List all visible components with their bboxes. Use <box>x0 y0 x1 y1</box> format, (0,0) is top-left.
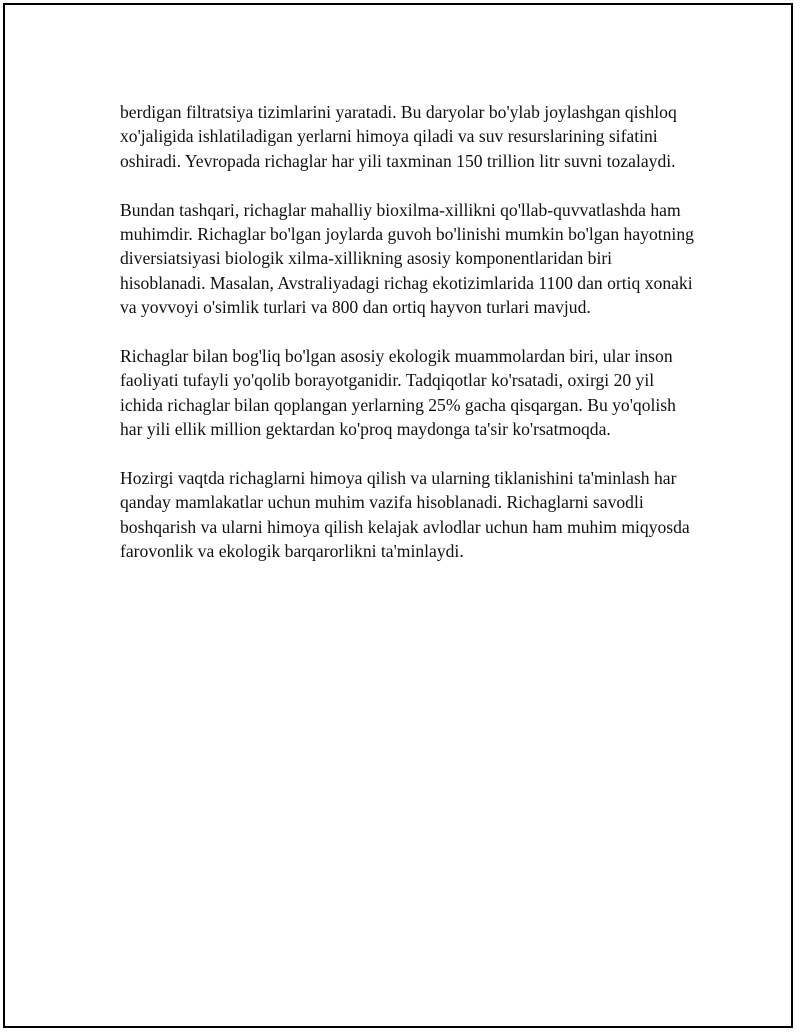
paragraph-1: berdigan filtratsiya tizimlarini yaratadi. Bu daryolar bo'ylab joylashgan qishloq xo'jaligida ishlatiladigan yerlarni himoya qiladi va suv resurslarining sifatini oshiradi. Yevropada richaglar har yili taxminan 150 trillion litr suvni tozalaydi. <box>120 102 677 171</box>
document-body <box>120 100 700 588</box>
paragraph-2: Bundan tashqari, richaglar mahalliy bioxilma-xillikni qo'llab-quvvatlashda ham muhimdir. Richaglar bo'lgan joylarda guvoh bo'linishi mumkin bo'lgan hayotning diversiatsiyasi biologik xilma-xillikning asosiy komponentlaridan biri hisoblanadi. Masalan, Avstraliyadagi richag ekotizimlarida 1100 dan ortiq xonaki va yovvoyi o'simlik turlari va 800 dan ortiq hayvon turlari mavjud. <box>120 199 694 318</box>
paragraph-3: Richaglar bilan bog'liq bo'lgan asosiy ekologik muammolardan biri, ular inson faoliyati tufayli yo'qolib borayotganidir. Tadqiqotlar ko'rsatadi, oxirgi 20 yil ichida richaglar bilan qoplangan yerlarning 25% gacha qisqargan. Bu yo'qolish har yili ellik million gektardan ko'proq maydonga ta'sir ko'rsatmoqda. <box>120 346 676 440</box>
paragraph-4: Hozirgi vaqtda richaglarni himoya qilish va ularning tiklanishini ta'minlash har qanday mamlakatlar uchun muhim vazifa hisoblanadi. Richaglarni savodli boshqarish va ularni himoya qilish kelajak avlodlar uchun ham muhim miqyosda farovonlik va ekologik barqarorlikni ta'minlaydi. <box>120 468 690 562</box>
document-page <box>3 3 793 1028</box>
